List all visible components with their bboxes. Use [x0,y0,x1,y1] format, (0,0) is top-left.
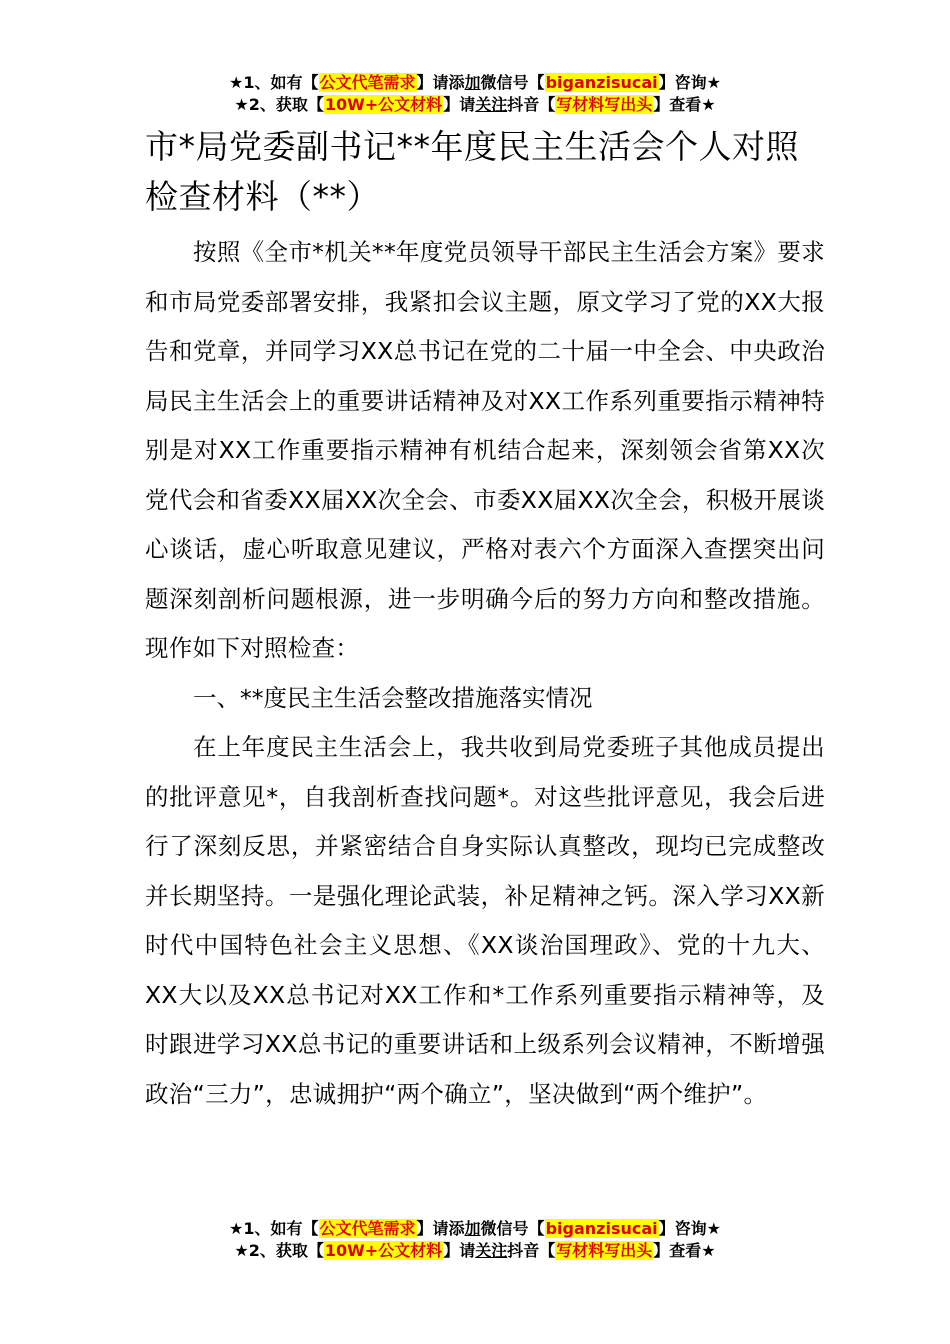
banner-text: 】请添 [416,1219,465,1238]
banner-line-1 [0,1218,950,1240]
banner-underlined-text: 加 [464,1219,481,1238]
banner-text: 】咨询★ [658,1219,721,1238]
banner-text: 】请 [443,1241,476,1260]
banner-text: 】请添 [416,73,465,92]
intro-paragraph: 按照《全市*机关**年度党员领导干部民主生活会方案》要求和市局党委部署安排，我紧扣会议主题，原文学习了党的XX大报告和党章，并同学习XX总书记在党的二十届一中全会、中央政治局民主生活会上的重要讲话精神及对XX工作系列重要指示精神特别是对XX工作重要指示精神有机结合起来，深刻领会省第XX次党代会和省委XX届XX次全会、市委XX届XX次全会，积极开展谈心谈话，虚心听取意见建议，严格对表六个方面深入查摆突出问题深刻剖析问题根源，进一步明确今后的努力方向和整改措施。现作如下对照检查： [145,238,825,662]
banner-text: 微信号【 [480,1219,545,1238]
banner-text: 抖音【 [507,1241,556,1260]
banner-text: ★2、获取【 [234,1241,324,1260]
banner-underlined-text: 加 [464,73,481,92]
banner-underlined-text: 关注 [475,95,508,114]
banner-line-1 [0,72,950,94]
banner-underlined-text: 关注 [475,1241,508,1260]
banner-highlight: 10W+公文材料 [324,1241,443,1260]
document-title: 市*局党委副书记**年度民主生活会个人对照检查材料（**） [145,127,799,216]
banner-text: ★1、如有【 [229,1219,319,1238]
banner-highlight: 写材料写出头 [556,95,653,114]
banner-highlight: 公文代笔需求 [319,73,416,92]
banner-line-2 [0,94,950,116]
banner-text: ★2、获取【 [234,95,324,114]
banner-text: 】查看★ [653,95,716,114]
banner-highlight: 10W+公文材料 [324,95,443,114]
section-1-paragraph: 在上年度民主生活会上，我共收到局党委班子其他成员提出的批评意见*，自我剖析查找问题*。对这些批评意见，我会后进行了深刻反思，并紧密结合自身实际认真整改，现均已完成整改并长期坚持。一是强化理论武装，补足精神之钙。深入学习XX新时代中国特色社会主义思想、《XX谈治国理政》、党的十九大、XX大以及XX总书记对XX工作和*工作系列重要指示精神等，及时跟进学习XX总书记的重要讲话和上级系列会议精神，不断增强政治“三力”，忠诚拥护“两个确立”，坚决做到“两个维护”。 [145,733,825,1108]
banner-highlight: biganzisucai [545,1219,658,1238]
bottom-banner [0,1218,950,1262]
banner-highlight: 公文代笔需求 [319,1219,416,1238]
banner-text: 】咨询★ [658,73,721,92]
section-1-heading: 一、**度民主生活会整改措施落实情况 [193,683,593,712]
banner-highlight: 写材料写出头 [556,1241,653,1260]
banner-text: 】请 [443,95,476,114]
banner-text: 抖音【 [507,95,556,114]
banner-text: 】查看★ [653,1241,716,1260]
banner-line-2 [0,1240,950,1262]
document-body [145,122,825,1119]
banner-highlight: biganzisucai [545,73,658,92]
top-banner [0,72,950,116]
banner-text: 微信号【 [480,73,545,92]
banner-text: ★1、如有【 [229,73,319,92]
